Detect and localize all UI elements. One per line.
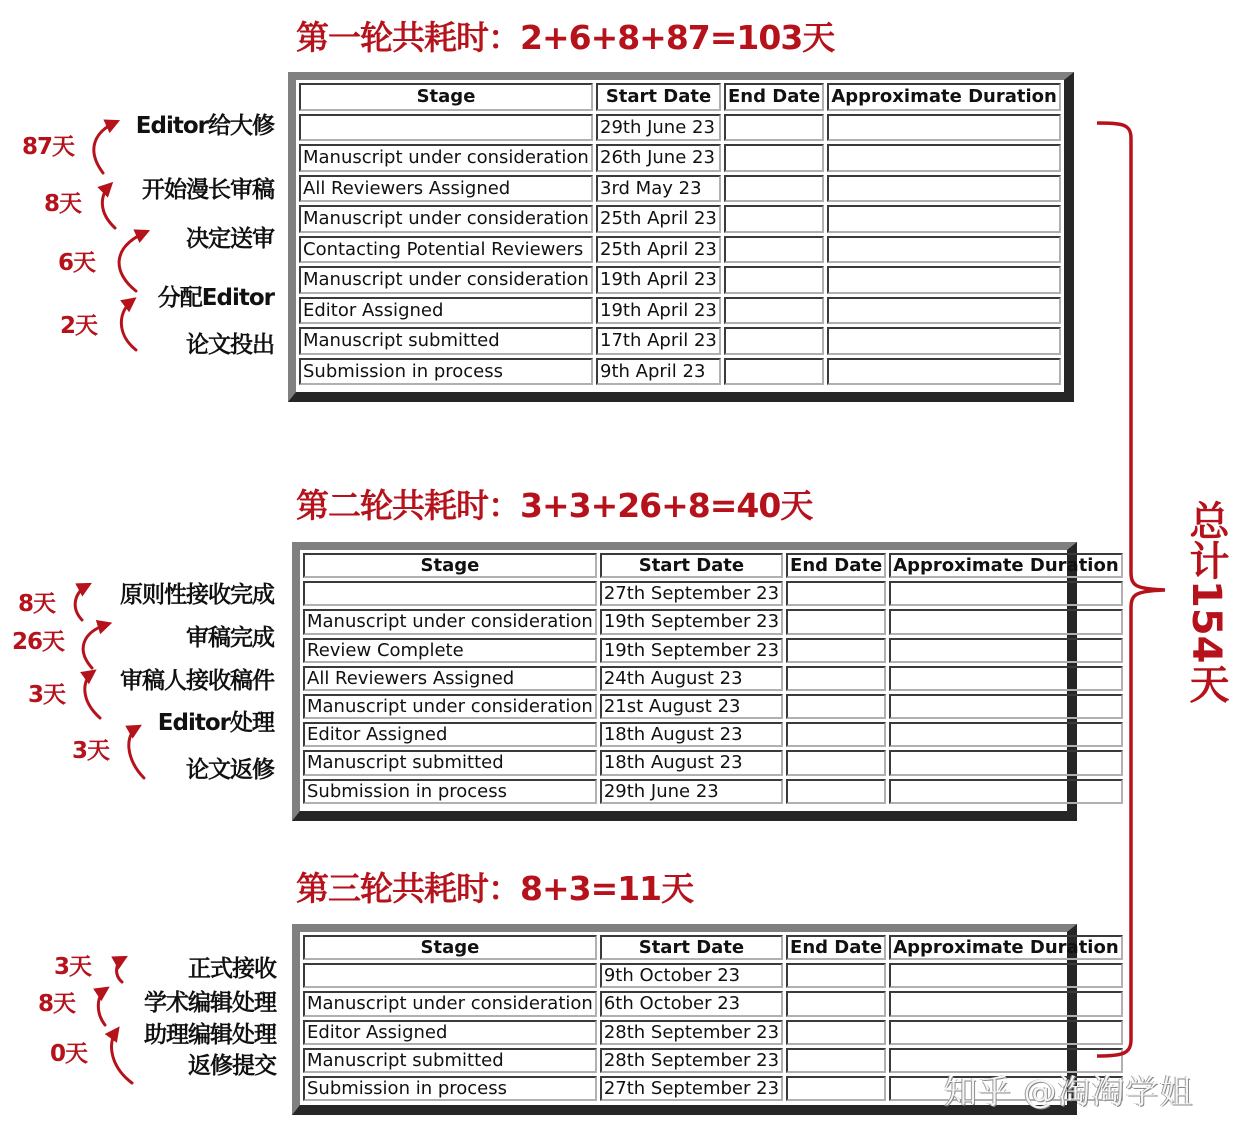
table-row	[303, 666, 1123, 691]
table-header-row	[303, 553, 1123, 578]
end-date-cell	[786, 638, 886, 663]
stage-cell: Manuscript submitted	[303, 750, 597, 775]
round-1-table-frame	[288, 72, 1074, 402]
table-row	[303, 638, 1123, 663]
end-date-cell	[786, 991, 886, 1016]
round-2-interval-days: 8天	[18, 591, 56, 617]
round-2-table-frame	[292, 542, 1119, 821]
column-header-end-date: End Date	[786, 553, 886, 578]
end-date-cell	[786, 581, 886, 606]
column-header-end-date: End Date	[786, 935, 886, 960]
end-date-cell	[724, 144, 824, 172]
duration-cell	[827, 297, 1061, 325]
start-date-cell: 25th April 23	[596, 236, 721, 264]
start-date-cell: 28th September 23	[600, 1020, 783, 1045]
duration-cell	[827, 205, 1061, 233]
round-1-milestone-label: Editor给大修	[135, 113, 274, 139]
end-date-cell	[786, 963, 886, 988]
duration-cell	[889, 581, 1122, 606]
round-2-interval-days: 26天	[12, 629, 65, 655]
round-3-milestone-label: 返修提交	[188, 1053, 276, 1079]
total-duration-label: 总计154天	[1183, 500, 1229, 704]
stage-cell: Manuscript submitted	[299, 327, 593, 355]
table-header-row	[299, 83, 1061, 111]
table-row	[299, 266, 1061, 294]
start-date-cell: 19th April 23	[596, 297, 721, 325]
start-date-cell: 29th June 23	[600, 779, 783, 804]
stage-cell: Manuscript under consideration	[303, 609, 597, 634]
end-date-cell	[786, 1048, 886, 1073]
round-1-milestone-label: 决定送审	[186, 226, 274, 252]
round-3-interval-days: 0天	[50, 1041, 88, 1067]
end-date-cell	[786, 722, 886, 747]
end-date-cell	[724, 327, 824, 355]
stage-cell: Editor Assigned	[303, 722, 597, 747]
round-1-interval-days: 87天	[22, 134, 75, 160]
table-row	[303, 750, 1123, 775]
table-row	[299, 114, 1061, 142]
curved-arrow-icon	[94, 122, 116, 173]
table-row	[303, 581, 1123, 606]
table-row	[303, 609, 1123, 634]
stage-cell: Submission in process	[299, 358, 593, 386]
curved-arrow-icon	[119, 232, 146, 291]
round-2-milestone-label: 原则性接收完成	[120, 582, 274, 608]
table-row	[303, 694, 1123, 719]
round-3-milestone-label: 正式接收	[188, 956, 276, 982]
start-date-cell: 29th June 23	[596, 114, 721, 142]
duration-cell	[889, 694, 1122, 719]
duration-cell	[827, 175, 1061, 203]
start-date-cell: 28th September 23	[600, 1048, 783, 1073]
start-date-cell: 6th October 23	[600, 991, 783, 1016]
duration-cell	[889, 609, 1122, 634]
round-1-title: 第一轮共耗时：2+6+8+87=103天	[296, 18, 835, 57]
round-2-stage-table	[300, 550, 1126, 807]
round-1-interval-days: 8天	[44, 191, 82, 217]
column-header-stage: Stage	[299, 83, 593, 111]
stage-cell: All Reviewers Assigned	[299, 175, 593, 203]
curved-arrow-icon	[75, 585, 88, 620]
duration-cell	[827, 114, 1061, 142]
duration-cell	[827, 358, 1061, 386]
start-date-cell: 9th October 23	[600, 963, 783, 988]
duration-cell	[889, 963, 1122, 988]
end-date-cell	[786, 779, 886, 804]
stage-cell: Editor Assigned	[299, 297, 593, 325]
round-3-interval-days: 3天	[54, 954, 92, 980]
column-header-start-date: Start Date	[596, 83, 721, 111]
round-2-milestone-label: 论文返修	[186, 757, 274, 783]
curved-arrow-icon	[112, 1030, 132, 1083]
round-1-milestone-label: 开始漫长审稿	[142, 177, 274, 203]
duration-cell	[827, 327, 1061, 355]
end-date-cell	[786, 1020, 886, 1045]
curved-arrow-icon	[102, 185, 115, 228]
stage-cell: Manuscript under consideration	[299, 266, 593, 294]
column-header-approximate-duration: Approximate Duration	[889, 935, 1122, 960]
column-header-end-date: End Date	[724, 83, 824, 111]
table-row	[299, 297, 1061, 325]
round-3-interval-days: 8天	[38, 991, 76, 1017]
round-1-milestone-label: 分配Editor	[157, 285, 274, 311]
curved-arrow-icon	[117, 958, 124, 982]
end-date-cell	[786, 666, 886, 691]
duration-cell	[889, 638, 1122, 663]
table-row	[303, 722, 1123, 747]
start-date-cell: 19th September 23	[600, 609, 783, 634]
start-date-cell: 26th June 23	[596, 144, 721, 172]
start-date-cell: 18th August 23	[600, 722, 783, 747]
duration-cell	[889, 750, 1122, 775]
start-date-cell: 21st August 23	[600, 694, 783, 719]
round-3-milestone-label: 助理编辑处理	[144, 1022, 276, 1048]
column-header-start-date: Start Date	[600, 935, 783, 960]
start-date-cell: 19th April 23	[596, 266, 721, 294]
stage-cell: Editor Assigned	[303, 1020, 597, 1045]
round-2-milestone-label: 审稿完成	[186, 625, 274, 651]
curved-arrow-icon	[129, 727, 144, 778]
round-3-milestone-label: 学术编辑处理	[144, 990, 276, 1016]
round-2-interval-days: 3天	[28, 682, 66, 708]
table-row	[299, 236, 1061, 264]
stage-cell: Manuscript under consideration	[303, 694, 597, 719]
curved-arrow-icon	[98, 989, 106, 1025]
end-date-cell	[724, 236, 824, 264]
end-date-cell	[724, 297, 824, 325]
round-2-interval-days: 3天	[72, 738, 110, 764]
table-row	[299, 144, 1061, 172]
end-date-cell	[786, 1076, 886, 1101]
table-row	[299, 205, 1061, 233]
stage-cell: Manuscript under consideration	[299, 205, 593, 233]
end-date-cell	[724, 266, 824, 294]
stage-cell: Submission in process	[303, 1076, 597, 1101]
start-date-cell: 27th September 23	[600, 1076, 783, 1101]
stage-cell	[303, 581, 597, 606]
end-date-cell	[786, 609, 886, 634]
duration-cell	[889, 666, 1122, 691]
round-1-interval-days: 6天	[58, 250, 96, 276]
round-2-milestone-label: 审稿人接收稿件	[120, 668, 274, 694]
duration-cell	[889, 991, 1122, 1016]
start-date-cell: 3rd May 23	[596, 175, 721, 203]
table-row	[303, 779, 1123, 804]
duration-cell	[827, 144, 1061, 172]
column-header-start-date: Start Date	[600, 553, 783, 578]
duration-cell	[827, 236, 1061, 264]
start-date-cell: 18th August 23	[600, 750, 783, 775]
stage-cell: Manuscript under consideration	[303, 991, 597, 1016]
watermark: 知乎 @淘淘学姐	[944, 1072, 1194, 1111]
round-3-title: 第三轮共耗时：8+3=11天	[296, 869, 694, 908]
round-2-title: 第二轮共耗时：3+3+26+8=40天	[296, 486, 813, 525]
stage-cell	[299, 114, 593, 142]
stage-cell: Contacting Potential Reviewers	[299, 236, 593, 264]
start-date-cell: 19th September 23	[600, 638, 783, 663]
stage-cell	[303, 963, 597, 988]
stage-cell: All Reviewers Assigned	[303, 666, 597, 691]
start-date-cell: 25th April 23	[596, 205, 721, 233]
table-header-row	[303, 935, 1123, 960]
curved-arrow-icon	[85, 672, 100, 718]
start-date-cell: 17th April 23	[596, 327, 721, 355]
table-row	[299, 175, 1061, 203]
column-header-stage: Stage	[303, 553, 597, 578]
start-date-cell: 24th August 23	[600, 666, 783, 691]
stage-cell: Submission in process	[303, 779, 597, 804]
end-date-cell	[724, 205, 824, 233]
column-header-stage: Stage	[303, 935, 597, 960]
round-1-interval-days: 2天	[60, 313, 98, 339]
table-row	[303, 1020, 1123, 1045]
curved-arrow-icon	[121, 300, 136, 350]
table-row	[299, 327, 1061, 355]
curved-arrow-icon	[83, 624, 108, 668]
stage-cell: Manuscript submitted	[303, 1048, 597, 1073]
round-1-milestone-label: 论文投出	[186, 332, 274, 358]
stage-cell: Manuscript under consideration	[299, 144, 593, 172]
end-date-cell	[786, 750, 886, 775]
round-2-milestone-label: Editor处理	[157, 710, 274, 736]
stage-cell: Review Complete	[303, 638, 597, 663]
end-date-cell	[724, 175, 824, 203]
start-date-cell: 9th April 23	[596, 358, 721, 386]
end-date-cell	[724, 358, 824, 386]
duration-cell	[889, 722, 1122, 747]
start-date-cell: 27th September 23	[600, 581, 783, 606]
round-1-stage-table	[296, 80, 1064, 388]
table-row	[303, 991, 1123, 1016]
table-row	[303, 963, 1123, 988]
duration-cell	[889, 1020, 1122, 1045]
column-header-approximate-duration: Approximate Duration	[889, 553, 1122, 578]
column-header-approximate-duration: Approximate Duration	[827, 83, 1061, 111]
end-date-cell	[786, 694, 886, 719]
duration-cell	[827, 266, 1061, 294]
end-date-cell	[724, 114, 824, 142]
duration-cell	[889, 779, 1122, 804]
table-row	[299, 358, 1061, 386]
